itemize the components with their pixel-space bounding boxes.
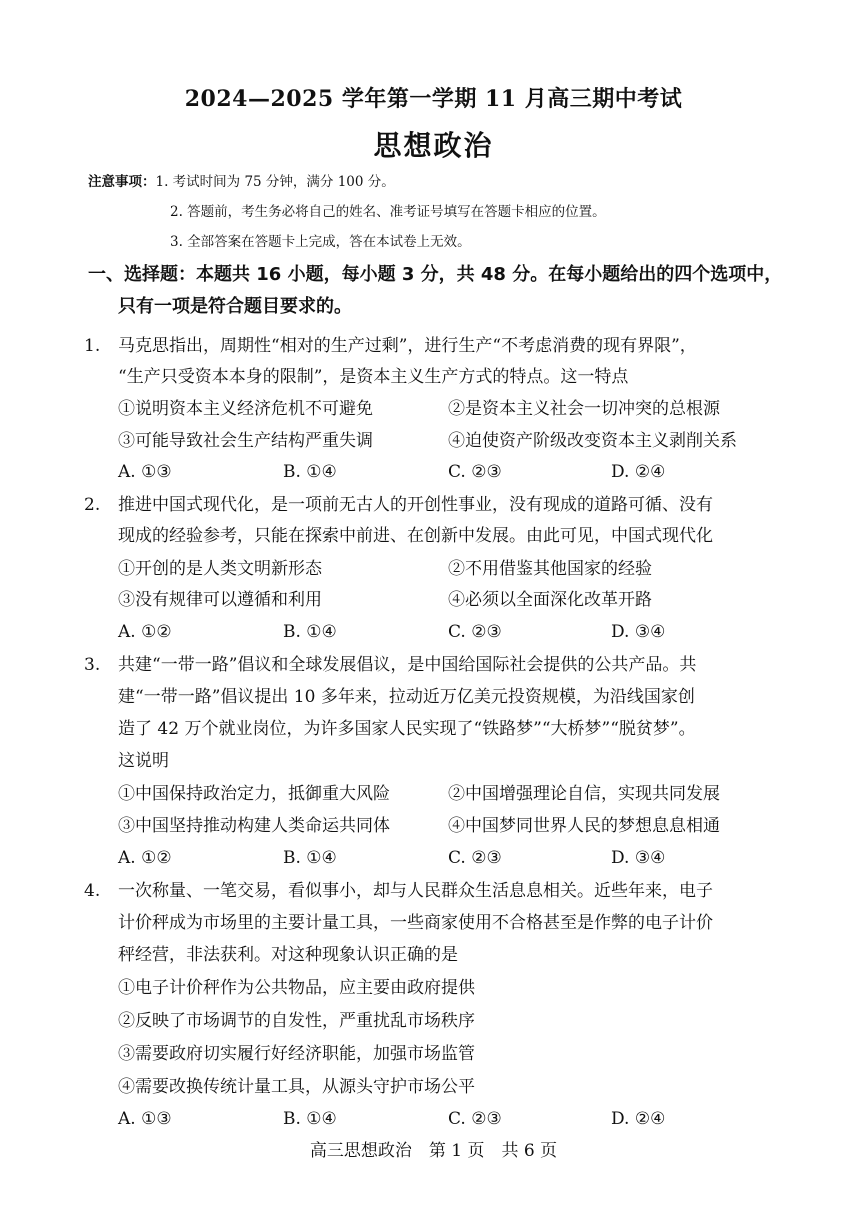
question-number: 3. — [84, 655, 101, 675]
answer-choice-b: B. ①④ — [283, 462, 337, 482]
page-footer: 高三思想政治 第 1 页 共 6 页 — [309, 1141, 558, 1161]
answer-choice-a: A. ①③ — [118, 462, 172, 482]
question-text: 现成的经验参考，只能在探索中前进、在创新中发展。由此可见，中国式现代化 — [118, 526, 713, 546]
question-text: 推进中国式现代化，是一项前无古人的开创性事业，没有现成的道路可循、没有 — [118, 495, 713, 515]
notice-label: 注意事项： — [88, 174, 156, 190]
answer-choice-d: D. ③④ — [611, 622, 666, 642]
option-statement: ③可能导致社会生产结构严重失调 — [118, 431, 373, 451]
answer-choice-c: C. ②③ — [448, 462, 502, 482]
option-statement: ①电子计价秤作为公共物品，应主要由政府提供 — [118, 978, 475, 998]
notice-item: 3. 全部答案在答题卡上完成，答在本试卷上无效。 — [170, 234, 471, 250]
option-statement: ④必须以全面深化改革开路 — [448, 590, 652, 610]
option-statement: ③没有规律可以遵循和利用 — [118, 590, 322, 610]
option-statement: ②不用借鉴其他国家的经验 — [448, 559, 652, 579]
question-text: 这说明 — [118, 751, 169, 771]
question-number: 2. — [84, 495, 101, 515]
answer-choice-b: B. ①④ — [283, 1109, 337, 1129]
question-text: 一次称量、一笔交易，看似事小，却与人民群众生活息息相关。近些年来，电子 — [118, 881, 713, 901]
question-text: 计价秤成为市场里的主要计量工具，一些商家使用不合格甚至是作弊的电子计价 — [118, 913, 713, 933]
answer-choice-d: D. ②④ — [611, 1109, 666, 1129]
option-statement: ①说明资本主义经济危机不可避免 — [118, 399, 373, 419]
option-statement: ①开创的是人类文明新形态 — [118, 559, 322, 579]
answer-choice-c: C. ②③ — [448, 622, 502, 642]
section-heading-cont: 只有一项是符合题目要求的。 — [118, 296, 352, 317]
question-number: 1. — [84, 336, 101, 356]
section-heading: 一、选择题：本题共 16 小题，每小题 3 分，共 48 分。在每小题给出的四个选项中， — [88, 264, 783, 285]
option-statement: ④迫使资产阶级改变资本主义剥削关系 — [448, 431, 737, 451]
question-number: 4. — [84, 881, 101, 901]
option-statement: ②反映了市场调节的自发性，严重扰乱市场秩序 — [118, 1011, 475, 1031]
answer-choice-a: A. ①② — [118, 848, 172, 868]
notice-line-1 — [88, 172, 395, 192]
option-statement: ③中国坚持推动构建人类命运共同体 — [118, 816, 390, 836]
question-text: 建“一带一路”倡议提出 10 多年来，拉动近万亿美元投资规模，为沿线国家创 — [118, 687, 695, 707]
subject-title: 思想政治 — [373, 129, 494, 162]
option-statement: ④需要改换传统计量工具，从源头守护市场公平 — [118, 1077, 475, 1097]
answer-choice-d: D. ②④ — [611, 462, 666, 482]
option-statement: ①中国保持政治定力，抵御重大风险 — [118, 784, 390, 804]
option-statement: ③需要政府切实履行好经济职能，加强市场监管 — [118, 1044, 475, 1064]
notice-item: 2. 答题前，考生务必将自己的姓名、准考证号填写在答题卡相应的位置。 — [170, 204, 606, 220]
option-statement: ②中国增强理论自信，实现共同发展 — [448, 784, 720, 804]
question-text: 共建“一带一路”倡议和全球发展倡议，是中国给国际社会提供的公共产品。共 — [118, 655, 697, 675]
question-text: 造了 42 万个就业岗位，为许多国家人民实现了“铁路梦”“大桥梦”“脱贫梦”。 — [118, 719, 696, 739]
option-statement: ②是资本主义社会一切冲突的总根源 — [448, 399, 720, 419]
answer-choice-c: C. ②③ — [448, 1109, 502, 1129]
exam-title: 2024—2025 学年第一学期 11 月高三期中考试 — [184, 86, 683, 112]
answer-choice-a: A. ①② — [118, 622, 172, 642]
option-statement: ④中国梦同世界人民的梦想息息相通 — [448, 816, 720, 836]
answer-choice-c: C. ②③ — [448, 848, 502, 868]
answer-choice-b: B. ①④ — [283, 622, 337, 642]
question-text: 秤经营，非法获利。对这种现象认识正确的是 — [118, 945, 458, 965]
notice-item: 1. 考试时间为 75 分钟，满分 100 分。 — [155, 174, 395, 190]
answer-choice-a: A. ①③ — [118, 1109, 172, 1129]
answer-choice-d: D. ③④ — [611, 848, 666, 868]
answer-choice-b: B. ①④ — [283, 848, 337, 868]
question-text: 马克思指出，周期性“相对的生产过剩”，进行生产“不考虑消费的现有界限”， — [118, 336, 697, 356]
question-text: “生产只受资本本身的限制”，是资本主义生产方式的特点。这一特点 — [118, 367, 629, 387]
